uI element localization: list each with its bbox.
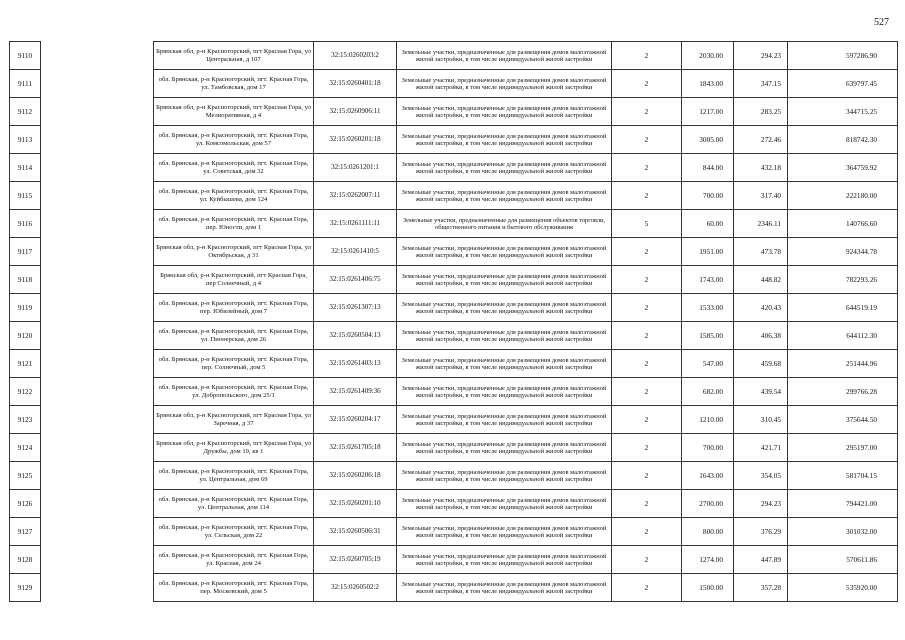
row-cadastral-value: 535920.00	[788, 574, 898, 602]
table-row	[10, 518, 898, 546]
land-valuation-table	[9, 41, 898, 602]
table-row	[10, 98, 898, 126]
table-row	[10, 378, 898, 406]
row-address: обл. Брянская, р-н Красногорский, пгт. Красная Гора, пер. Юбилейный, дом 7	[154, 294, 314, 322]
row-number: 9114	[10, 154, 41, 182]
row-cadastral-number: 32:15:0262007:11	[314, 182, 397, 210]
row-cadastral-value: 570611.86	[788, 546, 898, 574]
table-row	[10, 406, 898, 434]
row-unit-value: 448.82	[734, 266, 788, 294]
row-area: 844.00	[682, 154, 734, 182]
row-number: 9116	[10, 210, 41, 238]
row-number: 9128	[10, 546, 41, 574]
row-group: 2	[612, 182, 682, 210]
row-cadastral-value: 924344.78	[788, 238, 898, 266]
row-cadastral-number: 32:15:0260201:18	[314, 126, 397, 154]
row-unit-value: 357.28	[734, 574, 788, 602]
row-group: 2	[612, 406, 682, 434]
row-unit-value: 376.29	[734, 518, 788, 546]
row-unit-value: 294.23	[734, 42, 788, 70]
row-land-use: Земельные участки, предназначенные для размещения домов малоэтажной жилой застройки, в том числе индивидуальной жилой застройки	[397, 154, 612, 182]
row-number: 9123	[10, 406, 41, 434]
row-cadastral-value: 299766.28	[788, 378, 898, 406]
row-cadastral-value: 375644.50	[788, 406, 898, 434]
row-cadastral-value: 140766.60	[788, 210, 898, 238]
row-cadastral-value: 818742.30	[788, 126, 898, 154]
row-unit-value: 439.54	[734, 378, 788, 406]
table-row	[10, 434, 898, 462]
row-address: обл. Брянская, р-н Красногорский, пгт. Красная Гора, ул. Центральная, дом 114	[154, 490, 314, 518]
row-address: обл. Брянская, р-н Красногорский, пгт. Красная Гора, ул. Советская, дом 32	[154, 154, 314, 182]
row-address: обл. Брянская, р-н Красногорский, пгт. Красная Гора, ул. Комсомольская, дом 57	[154, 126, 314, 154]
row-group: 2	[612, 462, 682, 490]
row-spacer	[41, 490, 154, 518]
row-group: 5	[612, 210, 682, 238]
row-group: 2	[612, 266, 682, 294]
row-land-use: Земельные участки, предназначенные для размещения домов малоэтажной жилой застройки, в том числе индивидуальной жилой застройки	[397, 294, 612, 322]
row-unit-value: 347.15	[734, 70, 788, 98]
row-group: 2	[612, 126, 682, 154]
row-address: обл. Брянская, р-н Красногорский, пгт. Красная Гора, ул. Пионерская, дом 26	[154, 322, 314, 350]
row-land-use: Земельные участки, предназначенные для размещения домов малоэтажной жилой застройки, в том числе индивидуальной жилой застройки	[397, 518, 612, 546]
row-land-use: Земельные участки, предназначенные для размещения объектов торговли, общественного питания и бытового обслуживания	[397, 210, 612, 238]
table-row	[10, 574, 898, 602]
row-number: 9124	[10, 434, 41, 462]
row-area: 1951.00	[682, 238, 734, 266]
row-number: 9129	[10, 574, 41, 602]
table-row	[10, 154, 898, 182]
table-body	[10, 42, 898, 602]
row-spacer	[41, 42, 154, 70]
table-row	[10, 462, 898, 490]
row-address: обл. Брянская, р-н Красногорский, пгт. Красная Гора, ул. Сельская, дом 22	[154, 518, 314, 546]
row-area: 2700.00	[682, 490, 734, 518]
row-spacer	[41, 574, 154, 602]
row-spacer	[41, 154, 154, 182]
row-group: 2	[612, 42, 682, 70]
row-area: 700.00	[682, 434, 734, 462]
row-area: 1843.00	[682, 70, 734, 98]
table-row	[10, 294, 898, 322]
row-area: 1743.00	[682, 266, 734, 294]
row-area: 700.00	[682, 182, 734, 210]
row-land-use: Земельные участки, предназначенные для размещения домов малоэтажной жилой застройки, в том числе индивидуальной жилой застройки	[397, 70, 612, 98]
row-address: Брянская обл, р-н Красногорский, пгт Красная Гора, ул Заречная, д 37	[154, 406, 314, 434]
row-cadastral-value: 295197.00	[788, 434, 898, 462]
row-address: Брянская обл, р-н Красногорский, пгт Красная Гора, ул Октябрьская, д 31	[154, 238, 314, 266]
table-row	[10, 238, 898, 266]
row-spacer	[41, 98, 154, 126]
row-address: обл. Брянская, р-н Красногорский, пгт. Красная Гора, ул. Тамбовская, дом 17	[154, 70, 314, 98]
row-unit-value: 421.71	[734, 434, 788, 462]
page-number: 527	[874, 17, 889, 28]
row-address: Брянская обл, р-н Красногорский, пгт Красная Гора, ул Мелиоративная, д 4	[154, 98, 314, 126]
row-spacer	[41, 210, 154, 238]
row-number: 9125	[10, 462, 41, 490]
row-area: 1217.00	[682, 98, 734, 126]
row-unit-value: 432.18	[734, 154, 788, 182]
row-cadastral-value: 644112.30	[788, 322, 898, 350]
row-address: обл. Брянская, р-н Красногорский, пгт. Красная Гора, пер. Юности, дом 1	[154, 210, 314, 238]
row-address: обл. Брянская, р-н Красногорский, пгт. Красная Гора, ул. Добропольского, дом 25/1	[154, 378, 314, 406]
row-cadastral-value: 597286.90	[788, 42, 898, 70]
row-area: 1500.00	[682, 574, 734, 602]
row-number: 9127	[10, 518, 41, 546]
row-cadastral-value: 364759.92	[788, 154, 898, 182]
row-unit-value: 420.43	[734, 294, 788, 322]
row-spacer	[41, 518, 154, 546]
row-land-use: Земельные участки, предназначенные для размещения домов малоэтажной жилой застройки, в том числе индивидуальной жилой застройки	[397, 98, 612, 126]
row-land-use: Земельные участки, предназначенные для размещения домов малоэтажной жилой застройки, в том числе индивидуальной жилой застройки	[397, 182, 612, 210]
row-area: 1533.00	[682, 294, 734, 322]
row-group: 2	[612, 546, 682, 574]
row-group: 2	[612, 322, 682, 350]
row-unit-value: 473.78	[734, 238, 788, 266]
row-area: 1585.00	[682, 322, 734, 350]
row-address: Брянская обл, р-н Красногорский, пгт Красная Гора, пер Солнечный, д 4	[154, 266, 314, 294]
row-spacer	[41, 350, 154, 378]
row-cadastral-number: 32:15:0260204:17	[314, 406, 397, 434]
table-row	[10, 546, 898, 574]
row-group: 2	[612, 574, 682, 602]
table-row	[10, 42, 898, 70]
row-address: Брянская обл, р-н Красногорский, пгт Красная Гора, ул Центральная, д 107	[154, 42, 314, 70]
row-number: 9115	[10, 182, 41, 210]
row-unit-value: 406.38	[734, 322, 788, 350]
row-unit-value: 447.89	[734, 546, 788, 574]
row-spacer	[41, 378, 154, 406]
row-cadastral-value: 222180.00	[788, 182, 898, 210]
row-cadastral-number: 32:15:0260705:19	[314, 546, 397, 574]
row-group: 2	[612, 98, 682, 126]
table-row	[10, 210, 898, 238]
row-group: 2	[612, 70, 682, 98]
row-cadastral-number: 32:15:0260401:18	[314, 70, 397, 98]
table-row	[10, 182, 898, 210]
row-spacer	[41, 126, 154, 154]
row-address: обл. Брянская, р-н Красногорский, пгт. Красная Гора, ул. Центральная, дом 69	[154, 462, 314, 490]
table-row	[10, 322, 898, 350]
row-area: 682.00	[682, 378, 734, 406]
row-number: 9119	[10, 294, 41, 322]
row-number: 9117	[10, 238, 41, 266]
row-group: 2	[612, 378, 682, 406]
row-cadastral-number: 32:15:0261111:11	[314, 210, 397, 238]
row-spacer	[41, 182, 154, 210]
row-number: 9126	[10, 490, 41, 518]
row-area: 800.00	[682, 518, 734, 546]
row-number: 9121	[10, 350, 41, 378]
row-area: 1274.00	[682, 546, 734, 574]
row-cadastral-number: 32:15:0260206:18	[314, 462, 397, 490]
row-area: 60.00	[682, 210, 734, 238]
row-cadastral-number: 32:15:0261406:75	[314, 266, 397, 294]
row-unit-value: 310.45	[734, 406, 788, 434]
row-group: 2	[612, 154, 682, 182]
row-land-use: Земельные участки, предназначенные для размещения домов малоэтажной жилой застройки, в том числе индивидуальной жилой застройки	[397, 462, 612, 490]
row-group: 2	[612, 294, 682, 322]
row-spacer	[41, 434, 154, 462]
row-cadastral-value: 344715.25	[788, 98, 898, 126]
row-land-use: Земельные участки, предназначенные для размещения домов малоэтажной жилой застройки, в том числе индивидуальной жилой застройки	[397, 406, 612, 434]
row-address: обл. Брянская, р-н Красногорский, пгт. Красная Гора, ул. Куйбышева, дом 124	[154, 182, 314, 210]
row-address: обл. Брянская, р-н Красногорский, пгт. Красная Гора, ул. Красная, дом 24	[154, 546, 314, 574]
row-land-use: Земельные участки, предназначенные для размещения домов малоэтажной жилой застройки, в том числе индивидуальной жилой застройки	[397, 490, 612, 518]
row-unit-value: 283.25	[734, 98, 788, 126]
row-cadastral-value: 794421.00	[788, 490, 898, 518]
row-land-use: Земельные участки, предназначенные для размещения домов малоэтажной жилой застройки, в том числе индивидуальной жилой застройки	[397, 266, 612, 294]
row-cadastral-number: 32:15:0261307:13	[314, 294, 397, 322]
row-cadastral-number: 32:15:0260906:11	[314, 98, 397, 126]
row-spacer	[41, 238, 154, 266]
row-unit-value: 2346.11	[734, 210, 788, 238]
row-cadastral-number: 32:15:0260502:2	[314, 574, 397, 602]
row-number: 9113	[10, 126, 41, 154]
row-spacer	[41, 546, 154, 574]
row-area: 2030.00	[682, 42, 734, 70]
row-unit-value: 294.23	[734, 490, 788, 518]
row-cadastral-value: 251444.96	[788, 350, 898, 378]
row-number: 9120	[10, 322, 41, 350]
row-unit-value: 272.46	[734, 126, 788, 154]
row-number: 9122	[10, 378, 41, 406]
row-spacer	[41, 266, 154, 294]
row-land-use: Земельные участки, предназначенные для размещения домов малоэтажной жилой застройки, в том числе индивидуальной жилой застройки	[397, 350, 612, 378]
row-cadastral-value: 639797.45	[788, 70, 898, 98]
row-unit-value: 354.05	[734, 462, 788, 490]
row-cadastral-number: 32:15:0260506:31	[314, 518, 397, 546]
row-group: 2	[612, 350, 682, 378]
row-cadastral-number: 32:15:0260201:10	[314, 490, 397, 518]
row-address: Брянская обл, р-н Красногорский, пгт Красная Гора, ул Дружбы, дом 19, кв 1	[154, 434, 314, 462]
row-cadastral-value: 644519.19	[788, 294, 898, 322]
table-row	[10, 70, 898, 98]
row-cadastral-value: 782293.26	[788, 266, 898, 294]
row-area: 547.00	[682, 350, 734, 378]
row-group: 2	[612, 518, 682, 546]
row-cadastral-number: 32:15:0261403:13	[314, 350, 397, 378]
row-area: 1643.00	[682, 462, 734, 490]
row-cadastral-number: 32:15:0261410:5	[314, 238, 397, 266]
row-number: 9118	[10, 266, 41, 294]
row-group: 2	[612, 238, 682, 266]
row-land-use: Земельные участки, предназначенные для размещения домов малоэтажной жилой застройки, в том числе индивидуальной жилой застройки	[397, 238, 612, 266]
table-row	[10, 126, 898, 154]
table-row	[10, 350, 898, 378]
row-unit-value: 459.68	[734, 350, 788, 378]
row-unit-value: 317.40	[734, 182, 788, 210]
row-area: 1210.00	[682, 406, 734, 434]
row-spacer	[41, 462, 154, 490]
row-cadastral-number: 32:15:0260504:13	[314, 322, 397, 350]
row-cadastral-value: 301032.00	[788, 518, 898, 546]
row-number: 9112	[10, 98, 41, 126]
row-spacer	[41, 406, 154, 434]
row-area: 3005.00	[682, 126, 734, 154]
row-cadastral-number: 32:15:0261409:36	[314, 378, 397, 406]
row-group: 2	[612, 490, 682, 518]
row-spacer	[41, 70, 154, 98]
row-address: обл. Брянская, р-н Красногорский, пгт. Красная Гора, пер. Московский, дом 5	[154, 574, 314, 602]
row-group: 2	[612, 434, 682, 462]
row-land-use: Земельные участки, предназначенные для размещения домов малоэтажной жилой застройки, в том числе индивидуальной жилой застройки	[397, 546, 612, 574]
row-land-use: Земельные участки, предназначенные для размещения домов малоэтажной жилой застройки, в том числе индивидуальной жилой застройки	[397, 574, 612, 602]
row-land-use: Земельные участки, предназначенные для размещения домов малоэтажной жилой застройки, в том числе индивидуальной жилой застройки	[397, 434, 612, 462]
row-land-use: Земельные участки, предназначенные для размещения домов малоэтажной жилой застройки, в том числе индивидуальной жилой застройки	[397, 322, 612, 350]
row-address: обл. Брянская, р-н Красногорский, пгт. Красная Гора, пер. Солнечный, дом 5	[154, 350, 314, 378]
row-number: 9110	[10, 42, 41, 70]
row-land-use: Земельные участки, предназначенные для размещения домов малоэтажной жилой застройки, в том числе индивидуальной жилой застройки	[397, 378, 612, 406]
row-cadastral-number: 32:15:0261705:18	[314, 434, 397, 462]
row-spacer	[41, 294, 154, 322]
row-spacer	[41, 322, 154, 350]
row-cadastral-value: 581704.15	[788, 462, 898, 490]
row-land-use: Земельные участки, предназначенные для размещения домов малоэтажной жилой застройки, в том числе индивидуальной жилой застройки	[397, 126, 612, 154]
table-row	[10, 266, 898, 294]
row-cadastral-number: 32:15:0260203:2	[314, 42, 397, 70]
table-row	[10, 490, 898, 518]
row-land-use: Земельные участки, предназначенные для размещения домов малоэтажной жилой застройки, в том числе индивидуальной жилой застройки	[397, 42, 612, 70]
row-number: 9111	[10, 70, 41, 98]
row-cadastral-number: 32:15:0261201:1	[314, 154, 397, 182]
